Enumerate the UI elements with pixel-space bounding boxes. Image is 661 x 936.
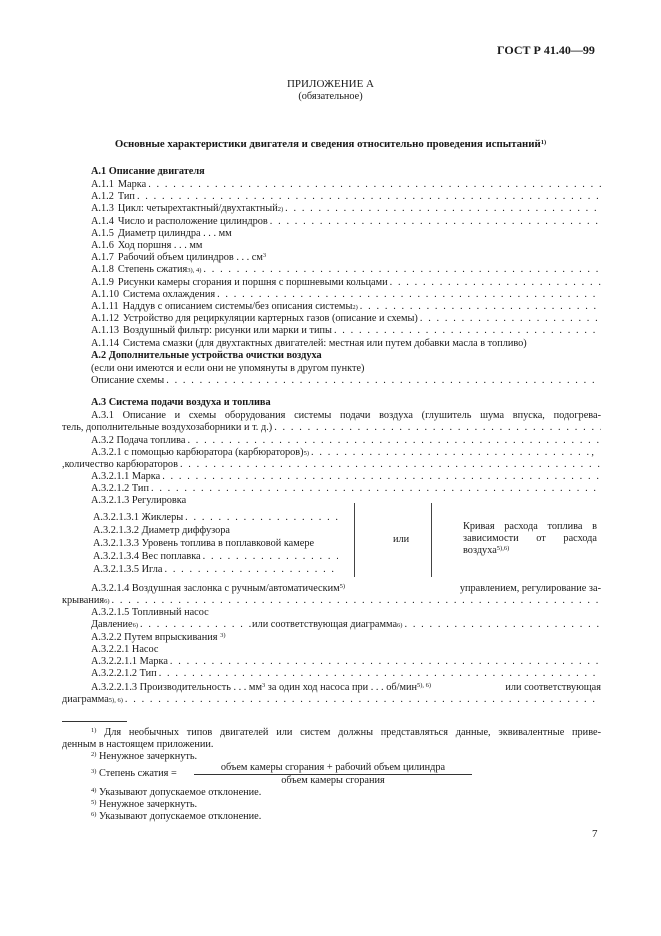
a32133-fuel-level: А.3.2.1.3.3 Уровень топлива в поплавковой камере [93, 538, 315, 549]
footnote-5: $^{5)}$ Ненужное зачеркнуть. [91, 799, 198, 810]
a32-fuel-supply: А.3.2 Подача топлива . . . [91, 435, 601, 447]
a32131-jets: А.3.2.1.3.1 Жиклеры . . . [93, 512, 338, 524]
footnote-3-label: $^{3)}$ Степень сжатия = [91, 768, 177, 779]
a3211-brand: А.3.2.1.1 Марка . . . [91, 471, 601, 483]
a32135-needle: А.3.2.1.3.5 Игла . . . [93, 564, 338, 576]
a1-item: А.1.5 Диаметр цилиндра . . . мм [91, 228, 232, 239]
footnote-3-denominator: объем камеры сгорания [281, 775, 385, 786]
section-a3-title: А.3 Система подачи воздуха и топлива [91, 397, 271, 408]
a1-item: А.1.11 Наддув с описанием системы/без описания системы 2) . . . [91, 301, 601, 313]
a3213-regulation: А.3.2.1.3 Регулировка [91, 495, 187, 506]
a32212-type: А.3.2.2.1.2 Тип . . . [91, 668, 601, 680]
left-brace [354, 503, 355, 577]
document-code: ГОСТ Р 41.40—99 [497, 43, 595, 57]
footnote-1-line2: денным в настоящем приложении. [62, 739, 214, 750]
a1-item: А.1.1 Марка . . . [91, 179, 601, 191]
a31-line1: А.3.1 Описание и схемы оборудования системы подачи воздуха (глушитель шума впуска, подогрева- [91, 410, 601, 421]
a1-item: А.1.14 Система смазки (для двухтактных двигателей: местная или путем добавки масла в топливо) [91, 338, 527, 349]
section-a1-title: А.1 Описание двигателя [91, 166, 205, 177]
a322-injection: А.3.2.2 Путем впрыскивания $^{3)}$ [91, 632, 226, 643]
curve-line1: Кривая расхода топлива в [463, 521, 597, 532]
a1-item: А.1.4 Число и расположение цилиндров . . . [91, 216, 601, 228]
a31-line2: тель, дополнительные воздухозаборники и т. д.) . . . [62, 422, 601, 434]
appendix-heading: Основные характеристики двигателя и сведения относительно проведения испытаний$^{1)}$ [114, 138, 547, 150]
a3221-pump: А.3.2.2.1 Насос [91, 644, 159, 655]
a321-carburettor-count: , количество карбюраторов . . . [62, 459, 601, 471]
footnote-6: $^{6)}$ Указывают допускаемое отклонение. [91, 811, 262, 822]
a1-item: А.1.10 Система охлаждения . . . [91, 289, 601, 301]
a32213-diagram: диаграмма 5), 6) . . . [62, 694, 601, 706]
footnote-3-numerator: объем камеры сгорания + рабочий объем цилиндра [194, 762, 472, 775]
appendix-title: ПРИЛОЖЕНИЕ А [286, 78, 374, 90]
footnote-4: $^{4)}$ Указывают допускаемое отклонение. [91, 787, 262, 798]
a1-item: А.1.9 Рисунки камеры сгорания и поршня с поршневыми кольцами . . . [91, 277, 601, 289]
curve-line2: зависимости от расхода [463, 533, 597, 544]
a3212-type: А.3.2.1.2 Тип . . . [91, 483, 601, 495]
a1-item: А.1.6 Ход поршня . . . мм [91, 240, 203, 251]
or-word: или [393, 534, 410, 545]
a1-item: А.1.7 Рабочий объем цилиндров . . . $см^3$ [91, 252, 267, 263]
page-number: 7 [592, 828, 598, 840]
section-a2-note: (если они имеются и если они не упомянуты в другом пункте) [91, 363, 365, 374]
section-a2-scheme: Описание схемы . . . [91, 375, 601, 387]
a1-item: А.1.13 Воздушный фильтр: рисунки или марки и типы . . . [91, 325, 601, 337]
a1-item: А.1.3 Цикл: четырехтактный/двухтактный 2) . . . [91, 203, 601, 215]
a1-item: А.1.2 Тип . . . [91, 191, 601, 203]
a32134-float-weight: А.3.2.1.3.4 Вес поплавка . . . [93, 551, 338, 563]
curve-line3: воздуха$^{5),6)}$ [463, 545, 510, 556]
footnote-1-line1: $^{1)}$ Для необычных типов двигателей или систем должны представляться данные, эквивалентные приве- [91, 727, 601, 738]
pressure-line: Давление 6) . . . или соответствующая диаграмма 6) . . . [91, 619, 601, 631]
a321-carburettor: А.3.2.1 с помощью карбюратора (карбюраторов) 5) . . . , [91, 447, 594, 459]
a1-item: А.1.8 Степень сжатия 3), 4) . . . [91, 264, 601, 276]
a32213-capacity: А.3.2.2.1.3 Производительность . . . $мм^3$ за один ход насоса при . . . об/мин$^{5), 6)}$ или соответствующая [91, 682, 601, 693]
right-brace [431, 503, 432, 577]
footnote-2: $^{2)}$ Ненужное зачеркнуть. [91, 751, 198, 762]
a32132-diffuser: А.3.2.1.3.2 Диаметр диффузора [93, 525, 230, 536]
section-a2-title: А.2 Дополнительные устройства очистки воздуха [91, 350, 322, 361]
footnote-separator [62, 721, 127, 722]
a3214-choke: А.3.2.1.4 Воздушная заслонка с ручным/автоматическим$^{5)}$ управлением, регулирование за- [91, 583, 601, 594]
a3214-closing: крывания 6) . . . [62, 595, 601, 607]
a32211-brand: А.3.2.2.1.1 Марка . . . [91, 656, 601, 668]
a1-item: А.1.12 Устройство для рециркуляции картерных газов (описание и схемы) . . . [91, 313, 601, 325]
appendix-status: (обязательное) [298, 91, 363, 102]
a3215-fuel-pump: А.3.2.1.5 Топливный насос [91, 607, 209, 618]
